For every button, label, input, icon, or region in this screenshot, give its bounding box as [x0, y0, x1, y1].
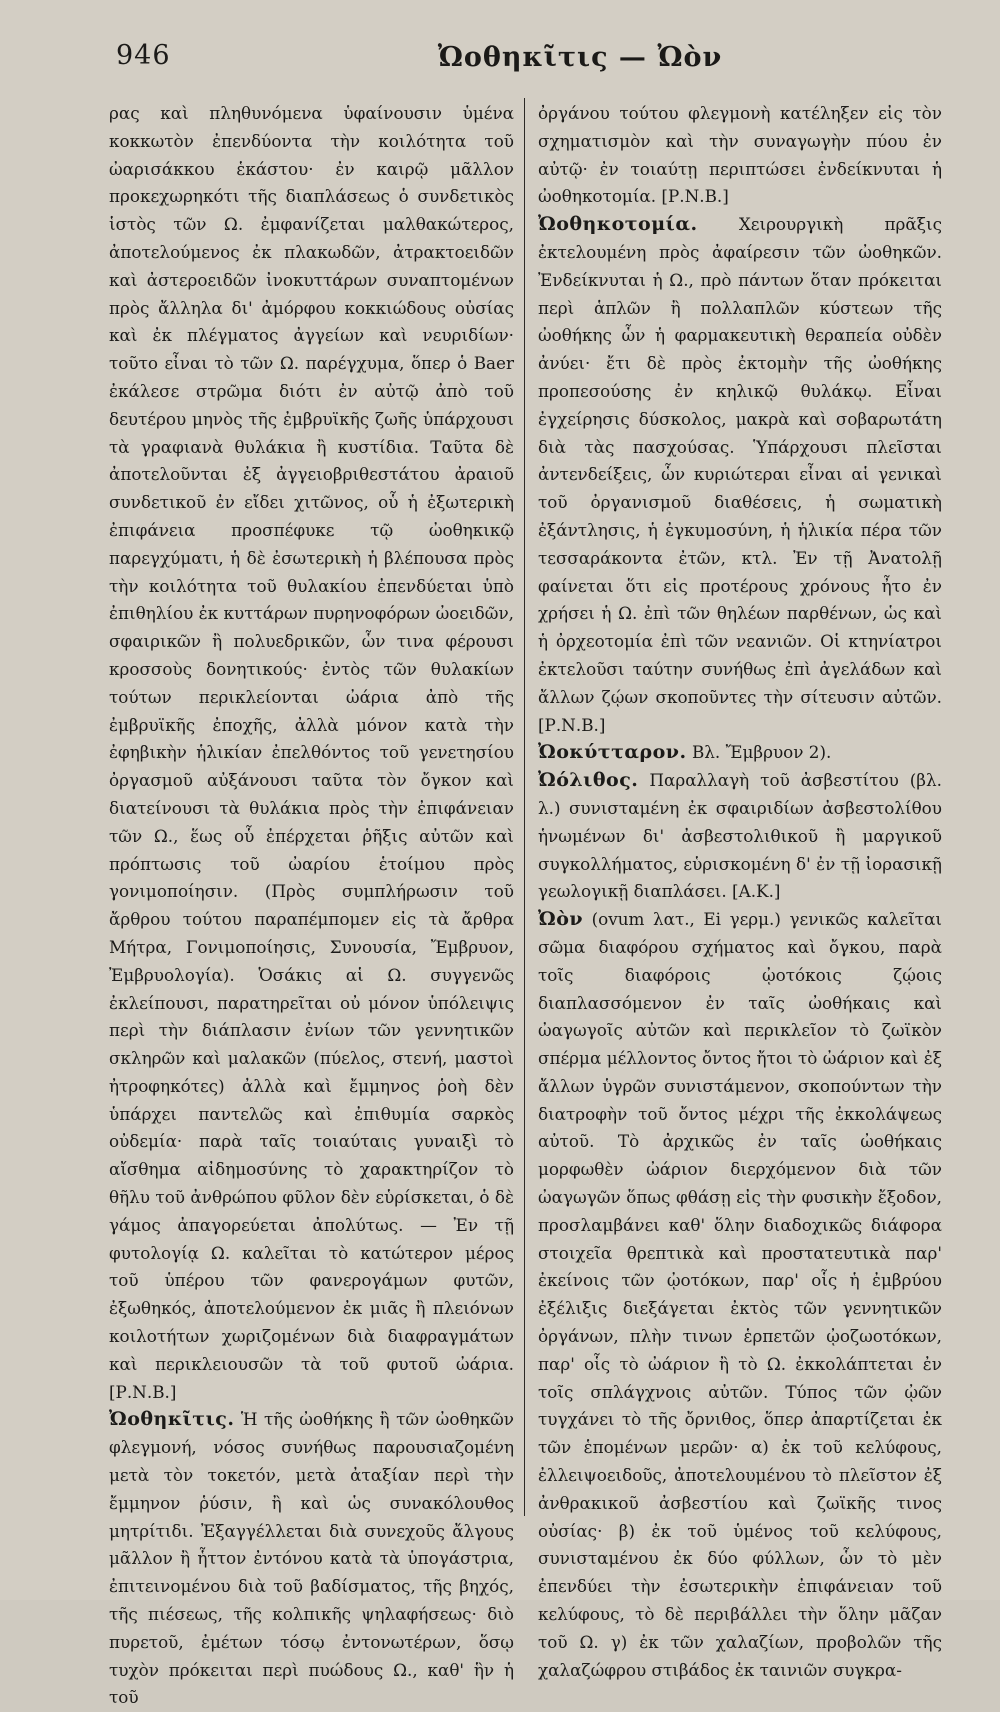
entry-lemma: Ὠὸν	[538, 908, 584, 931]
entry-lemma: Ὠοκύτταρον.	[538, 741, 687, 764]
entry-paragraph	[538, 739, 942, 767]
entry-paragraph	[109, 100, 514, 1406]
column-divider	[524, 98, 525, 1516]
page-number: 946	[116, 40, 171, 71]
entry-lemma: Ὠοθηκοτομία.	[538, 213, 698, 236]
entry-paragraph	[538, 906, 942, 1684]
entry-text: Ἡ τῆς ὠοθήκης ἢ τῶν ὠοθηκῶν φλεγμονή, νόσος συνήθως παρουσιαζομένη μετὰ τὸν τοκετόν, μετὰ ἀταξίαν περὶ τὴν ἔμμηνον ῥύσιν, ἢ καὶ ὡς συνακόλουθος μητρίτιδι. Ἐξαγγέλλεται διὰ συνεχοῦς ἄλγους μᾶλλον ἢ ἧττον ἐντόνου κατὰ τὰ ὑπογάστρια, ἐπιτεινομένου διὰ τοῦ βαδίσματος, τῆς βηχός, τῆς πιέσεως, τῆς κολπικῆς ψηλαφήσεως· διὸ πυρετοῦ, ἐμέτων τόσῳ ἐντονωτέρων, ὅσῳ τυχὸν πρόκειται περὶ πυώδους Ω., καθ' ἣν ἡ τοῦ	[109, 1409, 515, 1708]
entry-paragraph	[538, 100, 942, 211]
left-column	[109, 100, 515, 1708]
right-column	[538, 100, 942, 1680]
entry-text: Παραλλαγὴ τοῦ ἀσβεστίτου (βλ. λ.) συνισταμένη ἐκ σφαιριδίων ἀσβεστολίθου ἡνωμένων δι' ἀσβεστολιθικοῦ ἢ μαργικοῦ συγκολλήματος, εὑρισκομένη δ' ἐν τῇ ἰορασικῇ γεωλογικῇ διαπλάσει. [Α.Κ.]	[538, 770, 942, 902]
entry-text: Βλ. Ἔμβρυον 2).	[691, 742, 832, 763]
entry-text: Χειρουργικὴ πρᾶξις ἐκτελουμένη πρὸς ἀφαίρεσιν τῶν ὠοθηκῶν. Ἐνδείκνυται ἡ Ω., πρὸ πάντων ὅταν πρόκειται περὶ ἁπλῶν ἢ πολλαπλῶν κύστεων τῆς ὠοθήκης ὧν ἡ φαρμακευτικὴ θεραπεία οὐδὲν ἀνύει· ἔτι δὲ πρὸς ἐκτομὴν τῆς ὠοθήκης προπεσούσης ἐν κηλικῷ θυλάκῳ. Εἶναι ἐγχείρησις δύσκολος, μακρὰ καὶ σοβαρωτάτη διὰ τὰς πασχούσας. Ὑπάρχουσι πλεῖσται ἀντενδείξεις, ὧν κυριώτεραι εἶναι αἱ γενικαὶ τοῦ ὀργανισμοῦ διαθέσεις, ἡ σωματικὴ ἐξάντλησις, ἡ ἐγκυμοσύνη, ἡ ἡλικία πέρα τῶν τεσσαράκοντα ἐτῶν, κτλ. Ἐν τῇ Ἀνατολῇ φαίνεται ὅτι εἰς προτέρους χρόνους ἦτο ἐν χρήσει ἡ Ω. ἐπὶ τῶν θηλέων παρθένων, ὡς καὶ ἡ ὀρχεοτομία ἐπὶ τῶν νεανιῶν. Οἱ κτηνίατροι ἐκτελοῦσι ταύτην συνήθως ἐπὶ ἀγελάδων καὶ ἄλλων ζῴων σκοποῦντες τὴν σίτευσιν αὐτῶν. [Ρ.Ν.Β.]	[538, 214, 942, 735]
entry-lemma: Ὠόλιθος.	[538, 769, 639, 792]
entry-text: ρας καὶ πληθυνόμενα ὑφαίνουσιν ὑμένα κοκκωτὸν ἐπενδύοντα τὴν κοιλότητα τοῦ ὠαρισάκκου ἑκάστου· ἐν καιρῷ μᾶλλον προκεχωρηκότι τῆς διαπλάσεως ὁ συνδετικὸς ἱστὸς τῶν Ω. ἐμφανίζεται μαλθακώτερος, ἀποτελούμενος ἐκ πλακωδῶν, ἀτρακτοειδῶν καὶ ἀστεροειδῶν ἰνοκυττάρων συναπτομένων πρὸς ἄλληλα δι' ἀμόρφου κοκκιώδους οὐσίας καὶ ἐκ πλέγματος ἀγγείων καὶ νευριδίων· τοῦτο εἶναι τὸ τῶν Ω. παρέγχυμα, ὅπερ ὁ Baer ἐκάλεσε στρῶμα διότι ἐν αὐτῷ ἀπὸ τοῦ δευτέρου μηνὸς τῆς ἐμβρυϊκῆς ζωῆς ὑπάρχουσι τὰ γραφιανὰ θυλάκια ἢ κυστίδια. Ταῦτα δὲ ἀποτελοῦνται ἐξ ἀγγειοβριθεστάτου ἀραιοῦ συνδετικοῦ ἐν εἴδει χιτῶνος, οὗ ἡ ἐξωτερικὴ ἐπιφάνεια προσπέφυκε τῷ ὠοθηκικῷ παρεγχύματι, ἡ δὲ ἐσωτερικὴ ἡ βλέπουσα πρὸς τὴν κοιλότητα τοῦ θυλακίου ἐπενδύεται ὑπὸ ἐπιθηλίου ἐκ κυττάρων πυρηνοφόρων ὠοειδῶν, σφαιρικῶν ἢ πολυεδρικῶν, ὧν τινα φέρουσι κροσσοὺς δονητικούς· ἐντὸς τῶν θυλακίων τούτων περικλείονται ὠάρια ἀπὸ τῆς ἐμβρυϊκῆς ἐποχῆς, ἀλλὰ μόνον κατὰ τὴν ἐφηβικὴν ἡλικίαν ἐπελθόντος τοῦ γενετησίου ὀργασμοῦ αὐξάνουσι ταῦτα τὸν ὄγκον καὶ διατείνουσι τὰ θυλάκια πρὸς τὴν ἐπιφάνειαν τῶν Ω., ἕως οὗ ἐπέρχεται ῥῆξις αὐτῶν καὶ πρόπτωσις τοῦ ὠαρίου ἑτοίμου πρὸς γονιμοποίησιν. (Πρὸς συμπλήρωσιν τοῦ ἄρθρου τούτου παραπέμπομεν εἰς τὰ ἄρθρα Μήτρα, Γονιμοποίησις, Συνουσία, Ἔμβρυον, Ἐμβρυολογία). Ὁσάκις αἱ Ω. συγγενῶς ἐκλείπουσι, παρατηρεῖται οὐ μόνον ὑπόλειψις περὶ τὴν διάπλασιν ἐνίων τῶν γεννητικῶν σκληρῶν καὶ μαλακῶν (πύελος, στενή, μαστοὶ ἠτροφηκότες) ἀλλὰ καὶ ἔμμηνος ῥοὴ δὲν ὑπάρχει παντελῶς καὶ ἐπιθυμία σαρκὸς οὐδεμία· παρὰ ταῖς τοιαύταις γυναιξὶ τὸ αἴσθημα αἰδημοσύνης τὸ χαρακτηρίζον τὸ θῆλυ τοῦ ἀνθρώπου φῦλον δὲν εὑρίσκεται, ὁ δὲ γάμος ἀπαγορεύεται ἀπολύτως. — Ἐν τῇ φυτολογίᾳ Ω. καλεῖται τὸ κατώτερον μέρος τοῦ ὑπέρου τῶν φανερογάμων φυτῶν, ἐξωθηκός, ἀποτελούμενον ἐκ μιᾶς ἢ πλειόνων κοιλοτήτων χωριζομένων διὰ διαφραγμάτων καὶ περικλειουσῶν τὰ τοῦ φυτοῦ ὠάρια. [Ρ.Ν.Β.]	[109, 103, 514, 1402]
page-header	[110, 40, 940, 80]
entry-lemma: Ὠοθηκῖτις.	[109, 1408, 235, 1431]
entry-text: ὀργάνου τούτου φλεγμονὴ κατέληξεν εἰς τὸν σχηματισμὸν καὶ τὴν συναγωγὴν πύου ἐν αὐτῷ· ἐν τοιαύτῃ περιπτώσει ἐνδείκνυται ἡ ὠοθηκοτομία. [Ρ.Ν.Β.]	[538, 103, 942, 207]
entry-paragraph	[538, 767, 942, 906]
entry-paragraph	[109, 1406, 514, 1712]
running-title: Ὠοθηκῖτις — Ὠὸν	[437, 42, 723, 73]
entry-paragraph	[538, 211, 942, 739]
entry-text: (ovum λατ., Ei γερμ.) γενικῶς καλεῖται σῶμα διαφόρου σχήματος καὶ ὄγκου, παρὰ τοῖς διαφόροις ᾠοτόκοις ζῴοις διαπλασσόμενον ἐν ταῖς ὠοθήκαις καὶ ὠαγωγοῖς αὐτῶν καὶ περικλεῖον τὸ ζωϊκὸν σπέρμα μέλλοντος ὄντος ἤτοι τὸ ὠάριον καὶ ἐξ ἄλλων ὑγρῶν συνιστάμενον, σκοπούντων τὴν διατροφὴν τοῦ ὄντος μέχρι τῆς ἐκκολάψεως αὐτοῦ. Τὸ ἀρχικῶς ἐν ταῖς ὠοθήκαις μορφωθὲν ὠάριον διερχόμενον διὰ τῶν ὠαγωγῶν ὅπως φθάσῃ εἰς τὴν φυσικὴν ἔξοδον, προσλαμβάνει καθ' ὅλην διαδοχικῶς διάφορα στοιχεῖα θρεπτικὰ καὶ προστατευτικὰ παρ' ἐκείνοις τῶν ᾠοτόκων, παρ' οἷς ἡ ἐμβρύου ἐξέλιξις διεξάγεται ἐκτὸς τῶν γεννητικῶν ὀργάνων, πλὴν τινων ἑρπετῶν ᾠοζωοτόκων, παρ' οἷς τὸ ὠάριον ἢ τὸ Ω. ἐκκολάπτεται ἐν τοῖς σπλάγχνοις αὐτῶν. Τύπος τῶν ᾠῶν τυγχάνει τὸ τῆς ὄρνιθος, ὅπερ ἀπαρτίζεται ἐκ τῶν ἑπομένων μερῶν· α) ἐκ τοῦ κελύφους, ἐλλειψοειδοῦς, ἀποτελουμένου τὸ πλεῖστον ἐξ ἀνθρακικοῦ ἀσβεστίου καὶ ζωϊκῆς τινος οὐσίας· β) ἐκ τοῦ ὑμένος τοῦ κελύφους, συνισταμένου ἐκ δύο φύλλων, ὧν τὸ μὲν ἐπενδύει τὴν ἐσωτερικὴν ἐπιφάνειαν τοῦ κελύφους, τὸ δὲ περιβάλλει τὴν ὅλην μᾶζαν τοῦ Ω. γ) ἐκ τῶν χαλαζίων, προβολῶν τῆς χαλαζώφρου στιβάδος ἐκ ταινιῶν συγκρα-	[538, 909, 942, 1680]
